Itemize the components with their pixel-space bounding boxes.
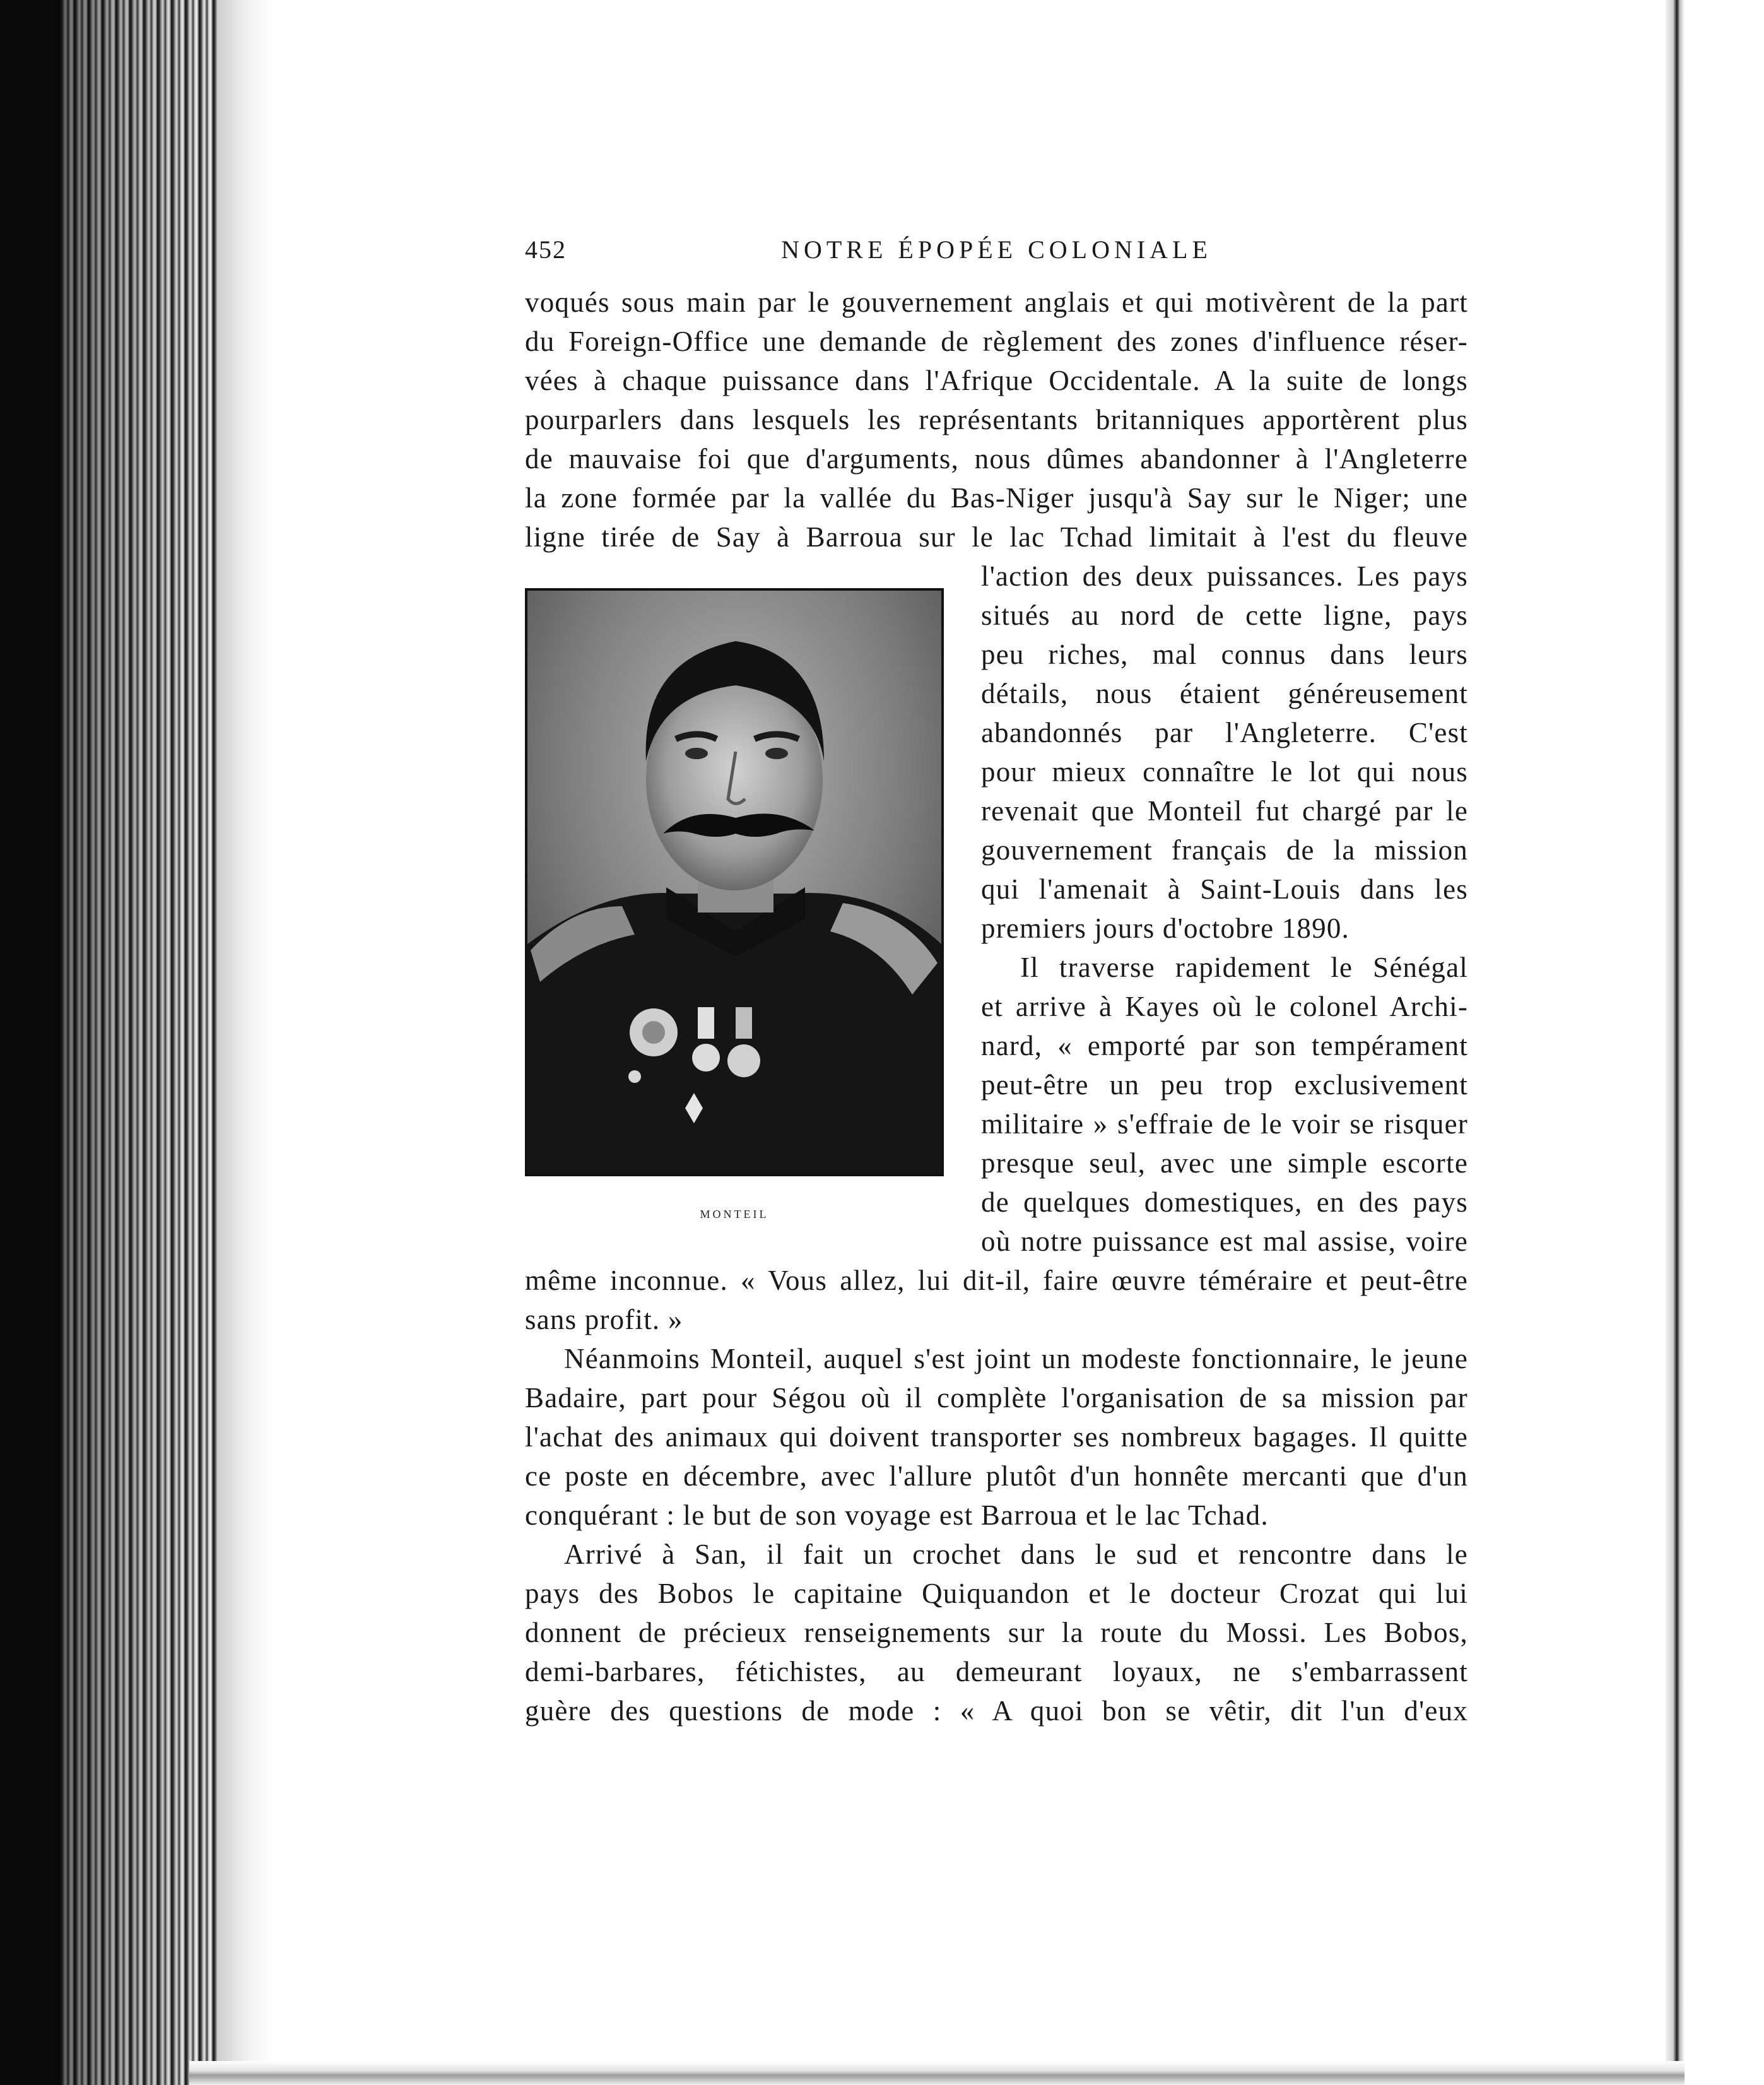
text-line: détails, nous étaient généreusement	[981, 678, 1468, 709]
text-line: sans profit. »	[525, 1304, 683, 1335]
running-head	[525, 235, 1468, 273]
text-line: presque seul, avec une simple escorte	[981, 1147, 1468, 1179]
scan-dark-edge	[0, 0, 63, 2085]
text-line: conquérant : le but de son voyage est Barroua et le lac Tchad.	[525, 1499, 1269, 1531]
text-line: même inconnue. « Vous allez, lui dit-il, faire œuvre téméraire et peut-être	[525, 1265, 1468, 1296]
text-line: vées à chaque puissance dans l'Afrique Occidentale. A la suite de longs	[525, 365, 1468, 396]
text-line: l'action des deux puissances. Les pays	[981, 560, 1468, 592]
running-title: NOTRE ÉPOPÉE COLONIALE	[781, 235, 1212, 264]
text-line: pour mieux connaître le lot qui nous	[981, 756, 1468, 788]
text-line: peut-être un peu trop exclusivement	[981, 1069, 1468, 1101]
page-number: 452	[525, 235, 567, 264]
text-line: premiers jours d'octobre 1890.	[981, 913, 1349, 944]
text-line: Badaire, part pour Ségou où il complète l'organisation de sa mission par	[525, 1382, 1468, 1414]
text-line: situés au nord de cette ligne, pays	[981, 600, 1468, 631]
text-line: Néanmoins Monteil, auquel s'est joint un modeste fonctionnaire, le jeune	[564, 1343, 1468, 1374]
text-line: de mauvaise foi que d'arguments, nous dûmes abandonner à l'Angleterre	[525, 443, 1468, 475]
text-line: l'achat des animaux qui doivent transporter ses nombreux bagages. Il quitte	[525, 1421, 1468, 1453]
body-text	[525, 283, 1468, 1730]
gutter-shadow	[218, 0, 274, 2085]
text-line: du Foreign-Office une demande de règlement des zones d'influence réser-	[525, 326, 1468, 357]
text-line: pourparlers dans lesquels les représentants britanniques apportèrent plus	[525, 404, 1468, 435]
text-line: Il traverse rapidement le Sénégal	[1020, 952, 1468, 983]
text-line: nard, « emporté par son tempérament	[981, 1030, 1468, 1061]
scan-margin	[1685, 0, 1764, 2085]
figure-caption: MONTEIL	[700, 1208, 769, 1220]
text-line: pays des Bobos le capitaine Quiquandon et le docteur Crozat qui lui	[525, 1578, 1468, 1609]
text-line: gouvernement français de la mission	[981, 834, 1468, 866]
text-line: peu riches, mal connus dans leurs	[981, 639, 1468, 670]
book-page-edges	[60, 0, 224, 2085]
text-line: donnent de précieux renseignements sur la route du Mossi. Les Bobos,	[525, 1617, 1468, 1648]
text-line: ce poste en décembre, avec l'allure plutôt d'un honnête mercanti que d'un	[525, 1460, 1468, 1492]
text-line: et arrive à Kayes où le colonel Archi-	[981, 991, 1468, 1022]
text-line: où notre puissance est mal assise, voire	[981, 1226, 1468, 1257]
text-line: demi-barbares, fétichistes, au demeurant loyaux, ne s'embarrassent	[525, 1656, 1468, 1687]
text-line: Arrivé à San, il fait un crochet dans le sud et rencontre dans le	[564, 1539, 1468, 1570]
bottom-page-edge	[189, 2061, 1685, 2085]
text-line: militaire » s'effraie de le voir se risquer	[981, 1108, 1468, 1140]
text-line: voqués sous main par le gouvernement anglais et qui motivèrent de la part	[525, 286, 1468, 318]
right-page-edge	[1666, 0, 1685, 2085]
text-line: de quelques domestiques, en des pays	[981, 1186, 1468, 1218]
text-line: revenait que Monteil fut chargé par le	[981, 795, 1468, 827]
text-line: ligne tirée de Say à Barroua sur le lac Tchad limitait à l'est du fleuve	[525, 521, 1468, 553]
text-beside-figure	[981, 557, 1468, 1261]
text-line: abandonnés par l'Angleterre. C'est	[981, 717, 1468, 748]
text-line: la zone formée par la vallée du Bas-Niger jusqu'à Say sur le Niger; une	[525, 482, 1468, 514]
text-line: qui l'amenait à Saint-Louis dans les	[981, 873, 1468, 905]
text-line: guère des questions de mode : « A quoi bon se vêtir, dit l'un d'eux	[525, 1695, 1468, 1727]
